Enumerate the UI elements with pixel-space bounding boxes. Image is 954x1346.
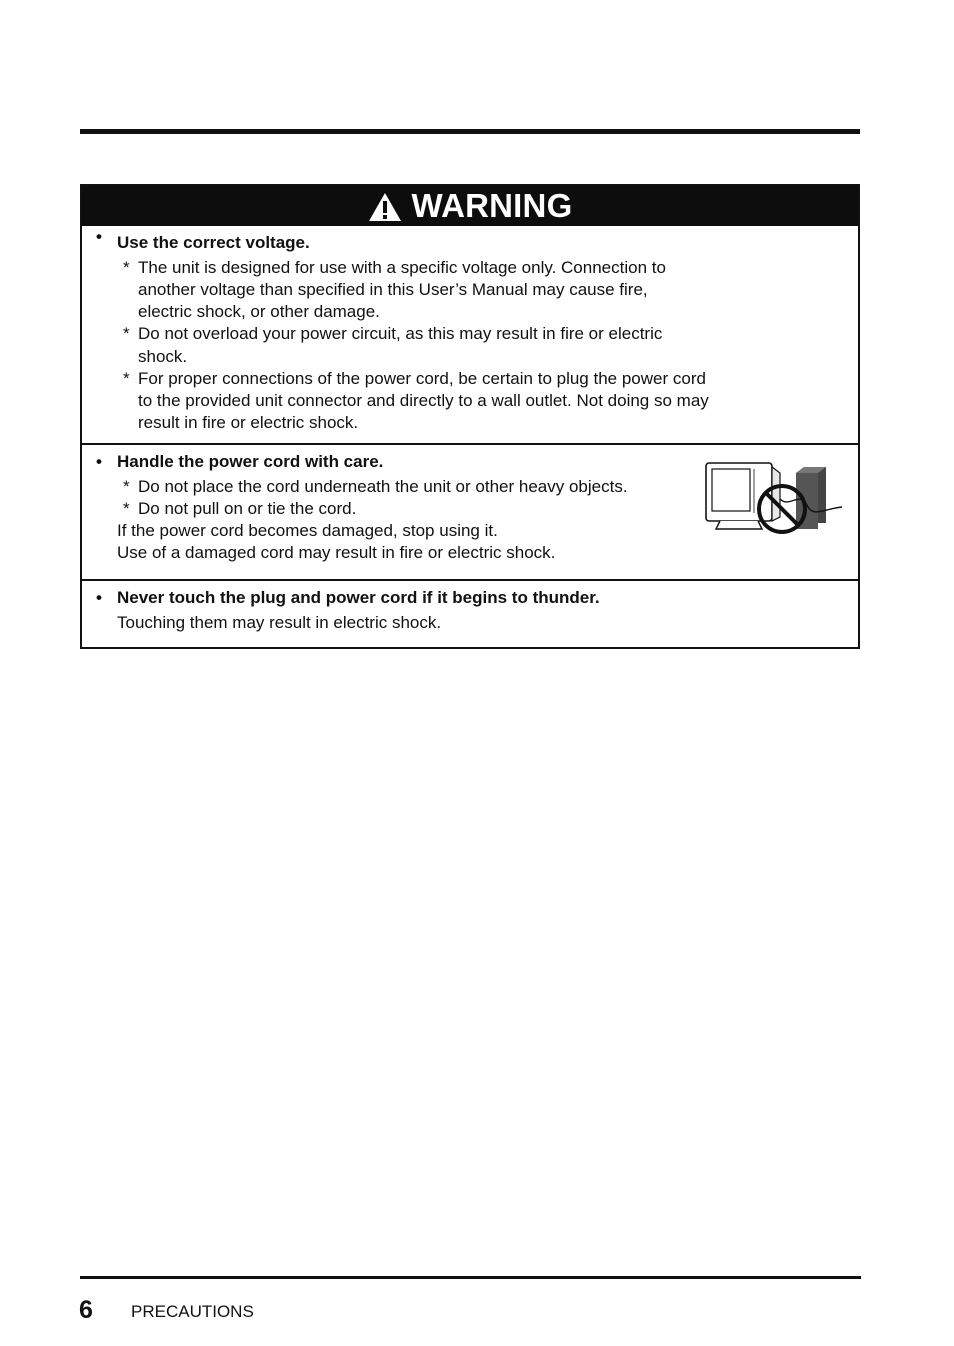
asterisk: * — [123, 324, 130, 343]
section-heading: Handle the power cord with care. — [117, 452, 384, 471]
item-line: result in fire or electric shock. — [138, 413, 359, 432]
warning-section-thunder — [82, 581, 858, 647]
warning-title: WARNING — [411, 187, 573, 224]
item-line: Do not pull on or tie the cord. — [138, 499, 357, 518]
bottom-rule — [80, 1276, 861, 1279]
asterisk: * — [123, 369, 130, 388]
note-line: Use of a damaged cord may result in fire or electric shock. — [117, 543, 556, 562]
item-line: shock. — [138, 347, 188, 366]
footer-section-label: PRECAUTIONS — [131, 1302, 254, 1321]
note-line: Touching them may result in electric shock. — [117, 613, 442, 632]
item-line: The unit is designed for use with a specific voltage only. Connection to — [138, 258, 666, 277]
warning-section-voltage — [82, 226, 858, 445]
bullet: • — [96, 227, 102, 246]
item-line: electric shock, or other damage. — [138, 302, 380, 321]
warning-header — [82, 186, 858, 226]
section-heading: Use the correct voltage. — [117, 233, 310, 252]
bullet: • — [96, 452, 102, 471]
item-line: to the provided unit connector and directly to a wall outlet. Not doing so may — [138, 391, 709, 410]
item-line: For proper connections of the power cord, be certain to plug the power cord — [138, 369, 706, 388]
asterisk: * — [123, 499, 130, 518]
bullet: • — [96, 588, 102, 607]
section-heading: Never touch the plug and power cord if it begins to thunder. — [117, 588, 600, 607]
monitor-cord-prohibited-illustration — [704, 459, 844, 541]
warning-box — [80, 184, 860, 649]
top-rule — [80, 129, 860, 134]
warning-section-power-cord — [82, 445, 858, 581]
warning-triangle-icon — [368, 192, 402, 222]
asterisk: * — [123, 258, 130, 277]
item-line: Do not overload your power circuit, as this may result in fire or electric — [138, 324, 663, 343]
item-line: another voltage than specified in this User’s Manual may cause fire, — [138, 280, 648, 299]
item-line: Do not place the cord underneath the unit or other heavy objects. — [138, 477, 628, 496]
asterisk: * — [123, 477, 130, 496]
note-line: If the power cord becomes damaged, stop using it. — [117, 521, 498, 540]
page-number: 6 — [79, 1296, 93, 1324]
